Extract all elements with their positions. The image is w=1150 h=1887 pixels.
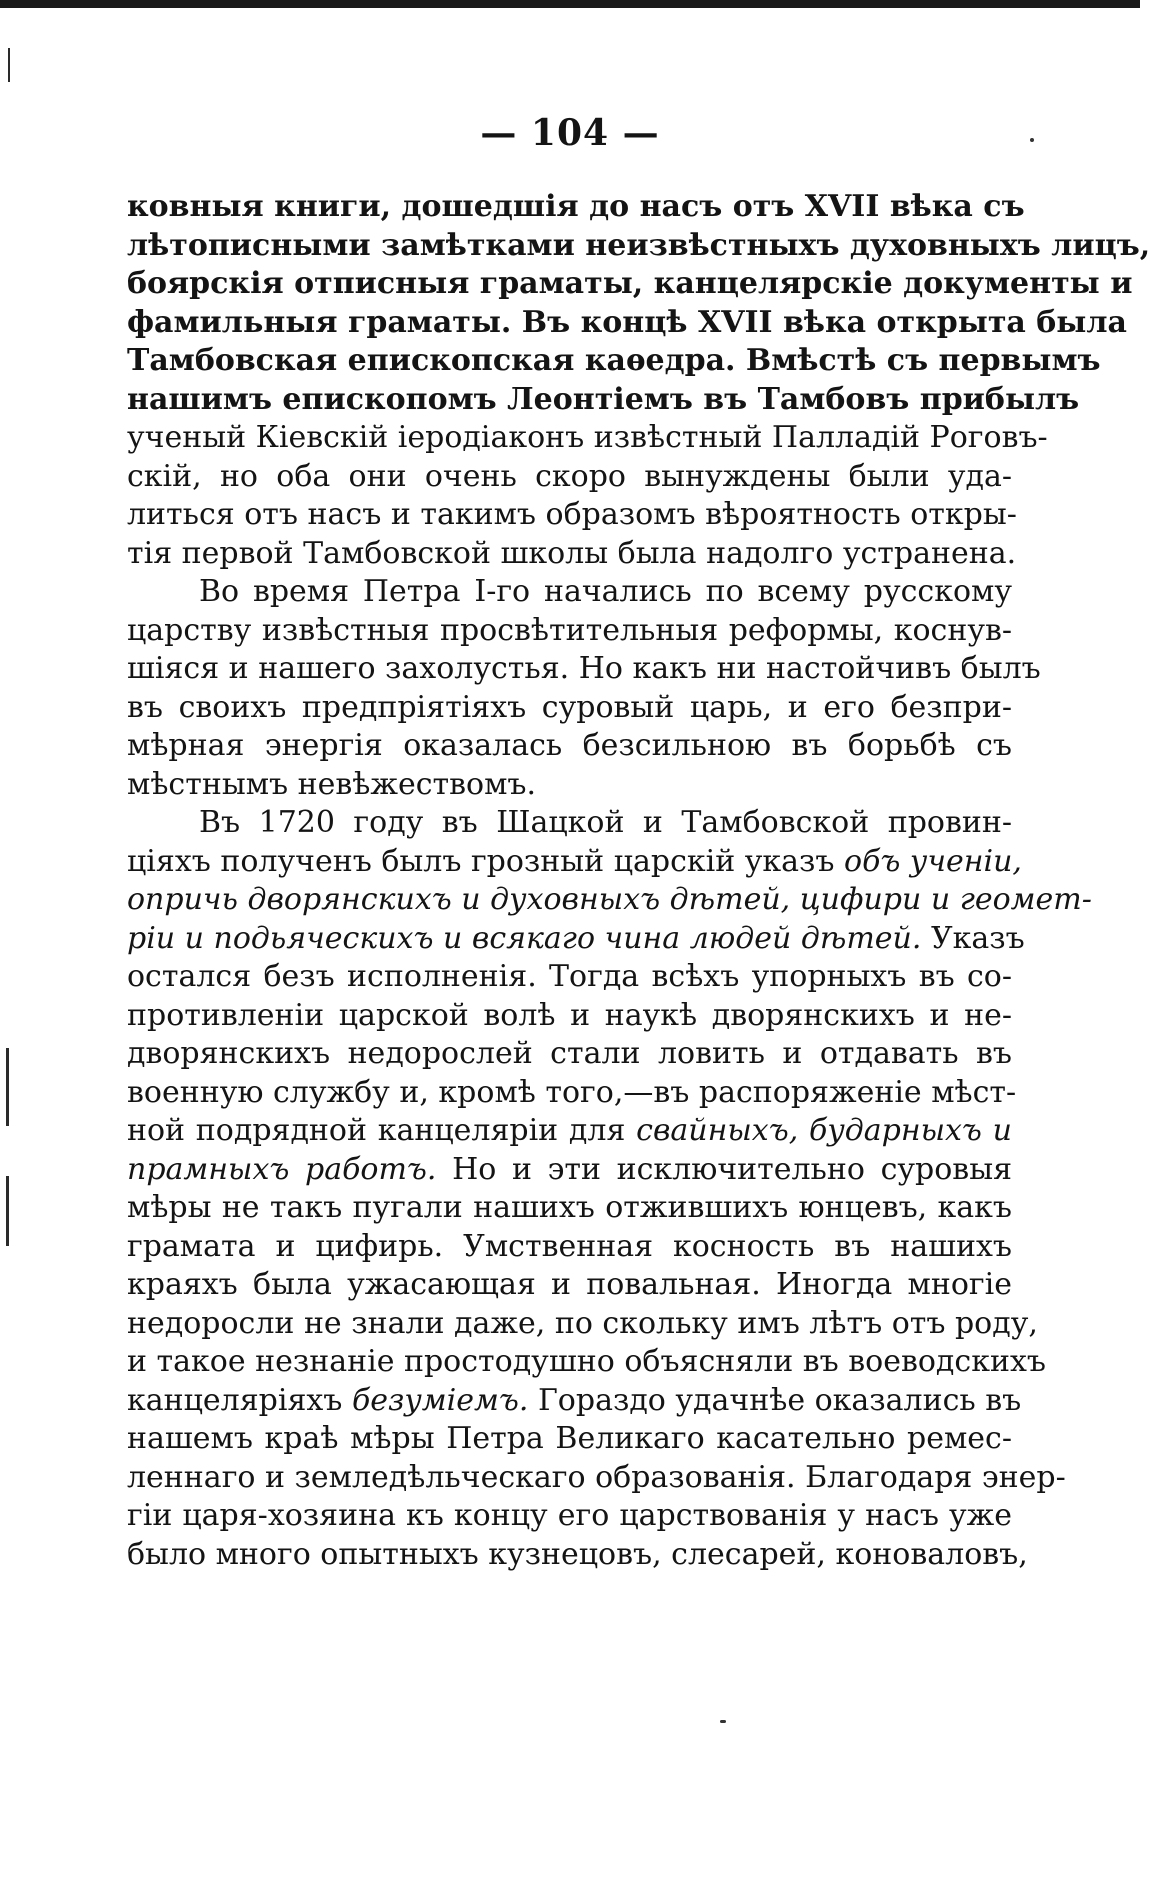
text-segment: въ своихъ предпріятіяхъ суровый царь, и его безпри- xyxy=(127,689,1012,725)
text-line xyxy=(127,689,1012,728)
text-line xyxy=(127,342,1101,381)
text-line xyxy=(127,535,1017,574)
text-segment: недоросли не знали даже, по скольку имъ лѣтъ отъ роду, xyxy=(127,1305,1038,1341)
text-segment: ученый Кіевскій іеродіаконъ извѣстный Палладій Роговъ- xyxy=(127,420,1048,455)
text-line xyxy=(127,1343,1046,1382)
text-line xyxy=(127,997,1012,1036)
text-segment: скій, но оба они очень скоро вынуждены были уда- xyxy=(127,458,1012,494)
text-line xyxy=(127,920,1025,959)
text-line xyxy=(127,496,1017,535)
text-line xyxy=(127,1189,1012,1228)
page-body-text xyxy=(127,188,1150,1574)
italic-text-segment: прамныхъ работъ. xyxy=(127,1151,437,1187)
text-segment: нашимъ епископомъ Леонтіемъ въ Тамбовъ прибылъ xyxy=(127,381,1080,417)
text-segment: остался безъ исполненія. Тогда всѣхъ упорныхъ въ со- xyxy=(127,959,1012,994)
text-line xyxy=(127,1497,1012,1536)
text-line xyxy=(127,958,1012,997)
text-segment: леннаго и земледѣльческаго образованія. Благодаря энер- xyxy=(127,1459,1066,1495)
italic-text-segment: объ ученіи, xyxy=(844,843,1022,879)
text-line xyxy=(127,843,1022,882)
italic-text-segment: безуміемъ. xyxy=(351,1382,529,1418)
text-line xyxy=(127,1151,1012,1190)
text-segment: Гораздо удачнѣе оказались въ xyxy=(528,1382,1022,1418)
text-line xyxy=(127,1228,1012,1267)
italic-text-segment: ріи и подьяческихъ и всякаго чина людей дѣтей. xyxy=(127,920,922,956)
text-segment: мѣрная энергія оказалась безсильною въ борьбѣ съ xyxy=(127,728,1012,763)
text-line xyxy=(127,265,1133,304)
italic-text-segment: свайныхъ, бударныхъ и xyxy=(636,1113,1012,1148)
text-line xyxy=(127,1420,1012,1459)
text-line xyxy=(127,1112,1012,1151)
text-segment: лѣтописными замѣтками неизвѣстныхъ духовныхъ лицъ, xyxy=(127,227,1150,263)
top-border-rule xyxy=(0,0,1140,8)
text-line xyxy=(127,612,1012,651)
text-line xyxy=(127,1459,1066,1498)
text-segment: гіи царя-хозяина къ концу его царствованія у насъ уже xyxy=(127,1498,1012,1533)
text-segment: было много опытныхъ кузнецовъ, слесарей, коноваловъ, xyxy=(127,1536,1028,1572)
text-line xyxy=(127,304,1127,343)
left-edge-mark-upper xyxy=(8,48,10,82)
text-segment: дворянскихъ недорослей стали ловить и отдавать въ xyxy=(127,1036,1012,1071)
text-line xyxy=(127,419,1048,458)
text-line xyxy=(127,804,1012,843)
text-segment: тія первой Тамбовской школы была надолго устранена. xyxy=(127,535,1017,571)
text-segment: военную службу и, кромѣ того,—въ распоряженіе мѣст- xyxy=(127,1074,1017,1110)
italic-text-segment: опричь дворянскихъ и духовныхъ дѣтей, цифири и геомет- xyxy=(127,882,1092,917)
text-line xyxy=(127,1536,1028,1575)
text-segment: Тамбовская епископская каѳедра. Вмѣстѣ съ первымъ xyxy=(127,343,1101,378)
text-line xyxy=(127,1074,1017,1113)
text-segment: мѣры не такъ пугали нашихъ отжившихъ юнцевъ, какъ xyxy=(127,1190,1012,1225)
text-segment: Указъ xyxy=(921,920,1025,956)
text-segment: литься отъ насъ и такимъ образомъ вѣроятность откры- xyxy=(127,497,1017,532)
text-line xyxy=(127,650,1041,689)
text-segment: Во время Петра I-го начались по всему русскому xyxy=(199,574,1012,609)
text-line xyxy=(127,727,1012,766)
left-edge-mark-middle xyxy=(6,1048,9,1126)
text-segment: Въ 1720 году въ Шацкой и Тамбовской провин- xyxy=(199,805,1012,840)
text-line xyxy=(127,881,1092,920)
text-segment: нашемъ краѣ мѣры Петра Великаго касательно ремес- xyxy=(127,1421,1012,1456)
text-segment: Но и эти исключительно суровыя xyxy=(436,1151,1012,1187)
text-segment: ной подрядной канцеляріи для xyxy=(127,1113,637,1148)
text-segment: и такое незнаніе простодушно объясняли въ воеводскихъ xyxy=(127,1344,1046,1379)
text-line xyxy=(127,1035,1012,1074)
text-segment: канцеляріяхъ xyxy=(127,1382,352,1418)
text-segment: боярскія отписныя граматы, канцелярскіе документы и xyxy=(127,266,1133,301)
text-line xyxy=(127,573,1012,612)
text-segment: мѣстнымъ невѣжествомъ. xyxy=(127,766,537,802)
text-segment: ковныя книги, дошедшія до насъ отъ XVII вѣка съ xyxy=(127,189,1025,224)
text-segment: краяхъ была ужасающая и повальная. Иногда многіе xyxy=(127,1267,1012,1302)
left-edge-mark-lower xyxy=(6,1176,9,1246)
text-line xyxy=(127,188,1025,227)
text-line xyxy=(127,227,1150,266)
speck-bottom xyxy=(720,1720,726,1723)
text-segment: царству извѣстныя просвѣтительныя реформы, коснув- xyxy=(127,612,1012,648)
text-segment: фамильныя граматы. Въ концѣ XVII вѣка открыта была xyxy=(127,304,1127,340)
text-line xyxy=(127,766,1012,805)
text-line xyxy=(127,381,1080,420)
text-line xyxy=(127,458,1012,497)
page-number: — 104 — xyxy=(480,112,660,154)
text-segment: грамата и цифирь. Умственная косность въ нашихъ xyxy=(127,1228,1012,1264)
text-line xyxy=(127,1382,1022,1421)
text-segment: противленіи царской волѣ и наукѣ дворянскихъ и не- xyxy=(127,997,1012,1033)
text-line xyxy=(127,1266,1012,1305)
text-line xyxy=(127,1305,1038,1344)
text-segment: ціяхъ полученъ былъ грозный царскій указъ xyxy=(127,843,845,879)
text-segment: шіяся и нашего захолустья. Но какъ ни настойчивъ былъ xyxy=(127,651,1041,686)
